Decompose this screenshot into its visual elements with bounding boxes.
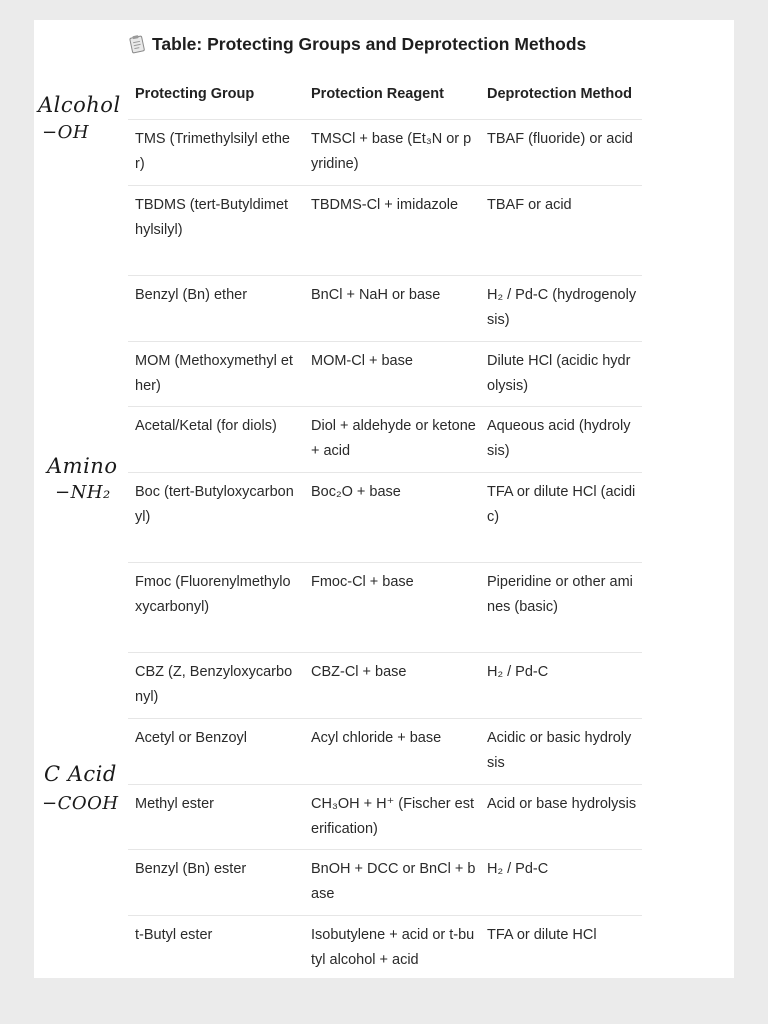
cell-protecting-group: Methyl ester [135,796,214,812]
clipboard-icon [128,34,146,54]
cell-protection-reagent: CH₃OH + H⁺ (Fischer esterification) [311,796,475,837]
cell-deprotection-method: H₂ / Pd-C [487,861,549,877]
annotation-alcohol: Alcohol [38,93,121,117]
header-divider [128,119,642,120]
row-divider [128,849,642,850]
cell-protecting-group: Acetal/Ketal (for diols) [135,418,277,434]
cell-deprotection-method: TFA or dilute HCl [487,927,597,943]
cell-deprotection-method: Aqueous acid (hydrolysis) [487,418,631,459]
row-divider [128,718,642,719]
annotation-acid-group: −COOH [42,793,119,814]
annotation-amino: Amino [47,454,118,478]
cell-deprotection-method: TFA or dilute HCl (acidic) [487,484,636,525]
cell-deprotection-method: Acid or base hydrolysis [487,796,637,812]
row-divider [128,915,642,916]
cell-deprotection-method: H₂ / Pd-C [487,664,549,680]
cell-deprotection-method: Acidic or basic hydrolysis [487,730,632,771]
cell-deprotection-method: TBAF or acid [487,197,572,213]
cell-protecting-group: t-Butyl ester [135,927,213,943]
cell-protection-reagent: Fmoc-Cl + base [311,574,414,590]
cell-protecting-group: TBDMS (tert-Butyldimethylsilyl) [135,197,289,238]
cell-protection-reagent: MOM-Cl + base [311,353,413,369]
row-divider [128,562,642,563]
cell-protection-reagent: Isobutylene + acid or t-butyl alcohol + acid [311,927,475,968]
cell-deprotection-method: TBAF (fluoride) or acid [487,131,633,147]
cell-protecting-group: Benzyl (Bn) ether [135,287,248,303]
cell-deprotection-method: H₂ / Pd-C (hydrogenolysis) [487,287,637,328]
header-protecting-group: Protecting Group [135,86,255,102]
cell-protecting-group: Fmoc (Fluorenylmethyloxycarbonyl) [135,574,291,615]
cell-protection-reagent: Boc₂O + base [311,484,401,500]
table-title-text: Table: Protecting Groups and Deprotection Methods [152,33,587,54]
cell-protection-reagent: BnOH + DCC or BnCl + base [311,861,476,902]
cell-protecting-group: Boc (tert-Butyloxycarbonyl) [135,484,294,525]
cell-protecting-group: Acetyl or Benzoyl [135,730,248,746]
row-divider [128,341,642,342]
annotation-acid: C Acid [44,762,117,786]
cell-deprotection-method: Dilute HCl (acidic hydrolysis) [487,353,631,394]
header-deprotection-method: Deprotection Method [487,86,632,102]
header-protection-reagent: Protection Reagent [311,86,444,102]
cell-protection-reagent: Diol + aldehyde or ketone + acid [311,418,476,459]
cell-protection-reagent: BnCl + NaH or base [311,287,441,303]
table-title [128,31,586,57]
row-divider [128,652,642,653]
cell-protecting-group: TMS (Trimethylsilyl ether) [135,131,290,172]
cell-protecting-group: Benzyl (Bn) ester [135,861,247,877]
row-divider [128,472,642,473]
cell-protection-reagent: TBDMS-Cl + imidazole [311,197,459,213]
annotation-amino-group: −NH₂ [55,482,111,503]
cell-protection-reagent: Acyl chloride + base [311,730,442,746]
cell-protecting-group: CBZ (Z, Benzyloxycarbonyl) [135,664,293,705]
cell-protecting-group: MOM (Methoxymethyl ether) [135,353,293,394]
cell-protection-reagent: TMSCl + base (Et₃N or pyridine) [311,131,472,172]
cell-protection-reagent: CBZ-Cl + base [311,664,407,680]
row-divider [128,185,642,186]
cell-deprotection-method: Piperidine or other amines (basic) [487,574,633,615]
annotation-alcohol-group: −OH [42,122,90,143]
row-divider [128,784,642,785]
row-divider [128,275,642,276]
row-divider [128,406,642,407]
